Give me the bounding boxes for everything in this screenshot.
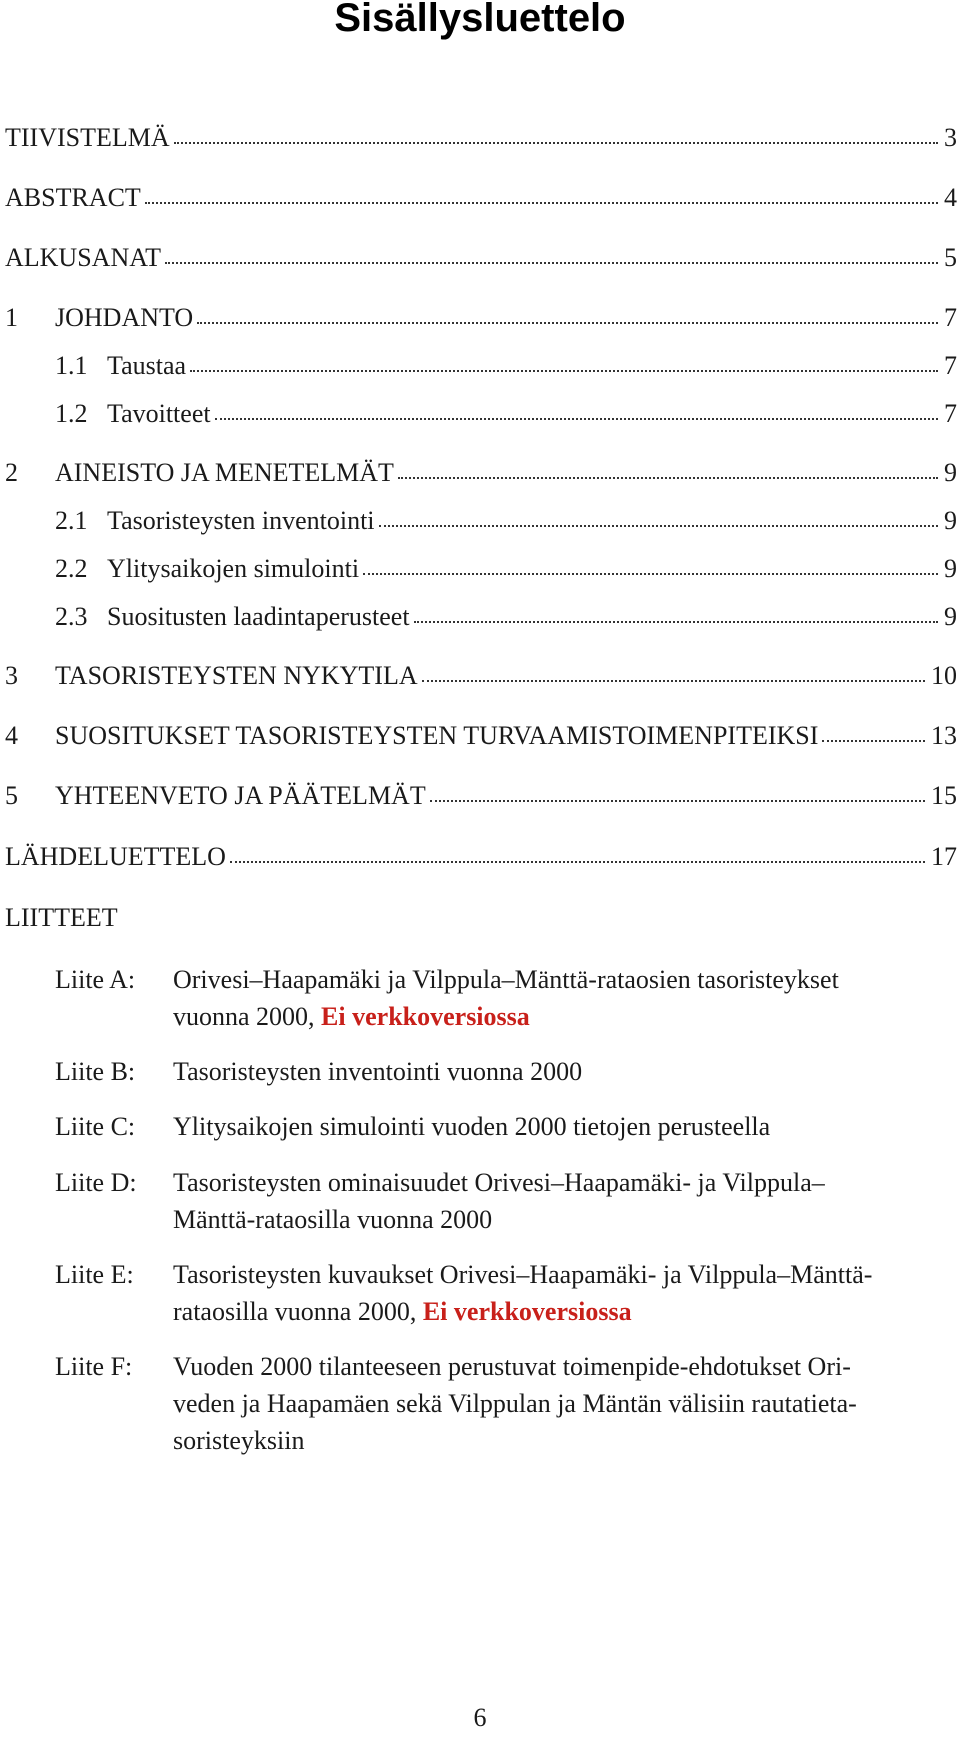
appendix-b[interactable]	[55, 1053, 935, 1090]
appendices-heading: LIITTEET	[5, 903, 118, 932]
appendix-line-text: rataosilla vuonna 2000,	[173, 1297, 423, 1326]
appendix-line: Mänttä-rataosilla vuonna 2000	[173, 1205, 493, 1234]
toc-entry-taustaa[interactable]	[55, 346, 957, 386]
dot-leader	[414, 621, 938, 623]
appendix-line: Orivesi–Haapamäki ja Vilppula–Mänttä-rataosien tasoristeykset	[173, 965, 839, 994]
toc-entry-alkusanat[interactable]	[5, 238, 957, 278]
toc-entry-title: TASORISTEYSTEN NYKYTILA	[55, 661, 418, 690]
toc-page-number: 10	[931, 661, 957, 690]
toc-section-number: 2.2	[55, 554, 88, 583]
toc-page-number: 9	[944, 554, 957, 583]
toc-page-number: 13	[931, 721, 957, 750]
appendix-label: Liite A:	[55, 965, 136, 994]
toc-entry-lahdeluettelo[interactable]	[5, 837, 957, 877]
appendix-d[interactable]	[55, 1164, 935, 1238]
toc-entry-title: Suositusten laadintaperusteet	[107, 602, 410, 631]
page-number: 6	[473, 1703, 487, 1732]
appendix-c[interactable]	[55, 1108, 935, 1145]
toc-page-number: 4	[944, 183, 957, 212]
appendix-line: Tasoristeysten ominaisuudet Orivesi–Haapamäki- ja Vilppula–	[173, 1168, 825, 1197]
dot-leader	[145, 202, 938, 204]
appendix-e[interactable]	[55, 1256, 935, 1330]
toc-entry-title: SUOSITUKSET TASORISTEYSTEN TURVAAMISTOIMENPITEIKSI	[55, 721, 819, 750]
toc-entry-inventointi[interactable]	[55, 501, 957, 541]
dot-leader	[822, 740, 925, 742]
toc-entry-title: ALKUSANAT	[5, 243, 161, 272]
dot-leader	[215, 418, 938, 420]
dot-leader	[379, 525, 938, 527]
toc-page-number: 15	[931, 781, 957, 810]
toc-entry-tavoitteet[interactable]	[55, 394, 957, 434]
toc-section-number: 3	[5, 661, 18, 690]
toc-section-number: 1	[5, 303, 18, 332]
appendix-label: Liite D:	[55, 1168, 137, 1197]
dot-leader	[197, 322, 938, 324]
toc-entry-title: AINEISTO JA MENETELMÄT	[55, 458, 394, 487]
toc-page-number: 9	[944, 506, 957, 535]
dot-leader	[230, 861, 925, 863]
toc-section-number: 1.2	[55, 399, 88, 428]
appendix-line: Tasoristeysten kuvaukset Orivesi–Haapamäki- ja Vilppula–Mänttä-	[173, 1260, 873, 1289]
toc-section-number: 2	[5, 458, 18, 487]
toc-entry-title: Tasoristeysten inventointi	[107, 506, 375, 535]
toc-entry-title: Ylitysaikojen simulointi	[107, 554, 360, 583]
toc-section-number: 5	[5, 781, 18, 810]
toc-entry-title: JOHDANTO	[55, 303, 194, 332]
toc-entry-title: TIIVISTELMÄ	[5, 123, 170, 152]
appendix-label: Liite F:	[55, 1352, 133, 1381]
toc-entry-title: Tavoitteet	[107, 399, 211, 428]
toc-entry-title: LÄHDELUETTELO	[5, 842, 226, 871]
dot-leader	[363, 573, 938, 575]
toc-page-number: 9	[944, 602, 957, 631]
toc-section-number: 2.1	[55, 506, 88, 535]
appendix-description	[173, 1164, 933, 1238]
toc-entry-tiivistelma[interactable]	[5, 118, 957, 158]
toc-entry-ylitysajat[interactable]	[55, 549, 957, 589]
toc-entry-yhteenveto[interactable]	[5, 776, 957, 816]
appendix-description	[173, 1348, 933, 1459]
appendix-line: Ylitysaikojen simulointi vuoden 2000 tietojen perusteella	[173, 1112, 771, 1141]
dot-leader	[174, 142, 938, 144]
toc-entry-title: YHTEENVETO JA PÄÄTELMÄT	[55, 781, 426, 810]
toc-entry-abstract[interactable]	[5, 178, 957, 218]
toc-page-number: 17	[931, 842, 957, 871]
toc-entry-johdanto[interactable]	[5, 298, 957, 338]
appendix-line	[173, 998, 933, 1035]
page-title: Sisällysluettelo	[334, 0, 626, 40]
dot-leader	[422, 680, 925, 682]
toc-entry-turvaamistoimenpiteet[interactable]	[5, 716, 957, 756]
appendix-line: Vuoden 2000 tilanteeseen perustuvat toimenpide-ehdotukset Ori-	[173, 1352, 851, 1381]
appendix-label: Liite E:	[55, 1260, 134, 1289]
toc-entry-aineisto[interactable]	[5, 453, 957, 493]
appendix-description	[173, 961, 933, 1035]
appendix-f[interactable]	[55, 1348, 935, 1459]
appendix-label: Liite B:	[55, 1057, 136, 1086]
appendix-a[interactable]	[55, 961, 935, 1035]
appendix-line: Tasoristeysten inventointi vuonna 2000	[173, 1057, 583, 1086]
toc-section-number: 1.1	[55, 351, 88, 380]
toc-entry-title: Taustaa	[107, 351, 187, 380]
toc-page-number: 9	[944, 458, 957, 487]
dot-leader	[190, 370, 938, 372]
appendix-description	[173, 1053, 933, 1090]
not-online-note: Ei verkkoversiossa	[321, 1002, 530, 1031]
appendix-line: soristeyksiin	[173, 1426, 305, 1455]
toc-entry-title: ABSTRACT	[5, 183, 141, 212]
toc-section-number: 2.3	[55, 602, 88, 631]
appendix-line	[173, 1293, 933, 1330]
appendix-label: Liite C:	[55, 1112, 136, 1141]
toc-page-number: 5	[944, 243, 957, 272]
toc-page-number: 7	[944, 399, 957, 428]
appendix-line-text: vuonna 2000,	[173, 1002, 322, 1031]
toc-entry-suositusten-perusteet[interactable]	[55, 597, 957, 637]
appendix-description	[173, 1108, 933, 1145]
not-online-note: Ei verkkoversiossa	[422, 1297, 632, 1326]
toc-entry-nykytila[interactable]	[5, 656, 957, 696]
appendix-line: veden ja Haapamäen sekä Vilppulan ja Mäntän välisiin rautatieta-	[173, 1389, 857, 1418]
toc-page-number: 3	[944, 123, 957, 152]
dot-leader	[165, 262, 938, 264]
toc-section-number: 4	[5, 721, 18, 750]
dot-leader	[430, 800, 925, 802]
toc-page-number: 7	[944, 303, 957, 332]
toc-page-number: 7	[944, 351, 957, 380]
appendix-description	[173, 1256, 933, 1330]
dot-leader	[398, 477, 938, 479]
